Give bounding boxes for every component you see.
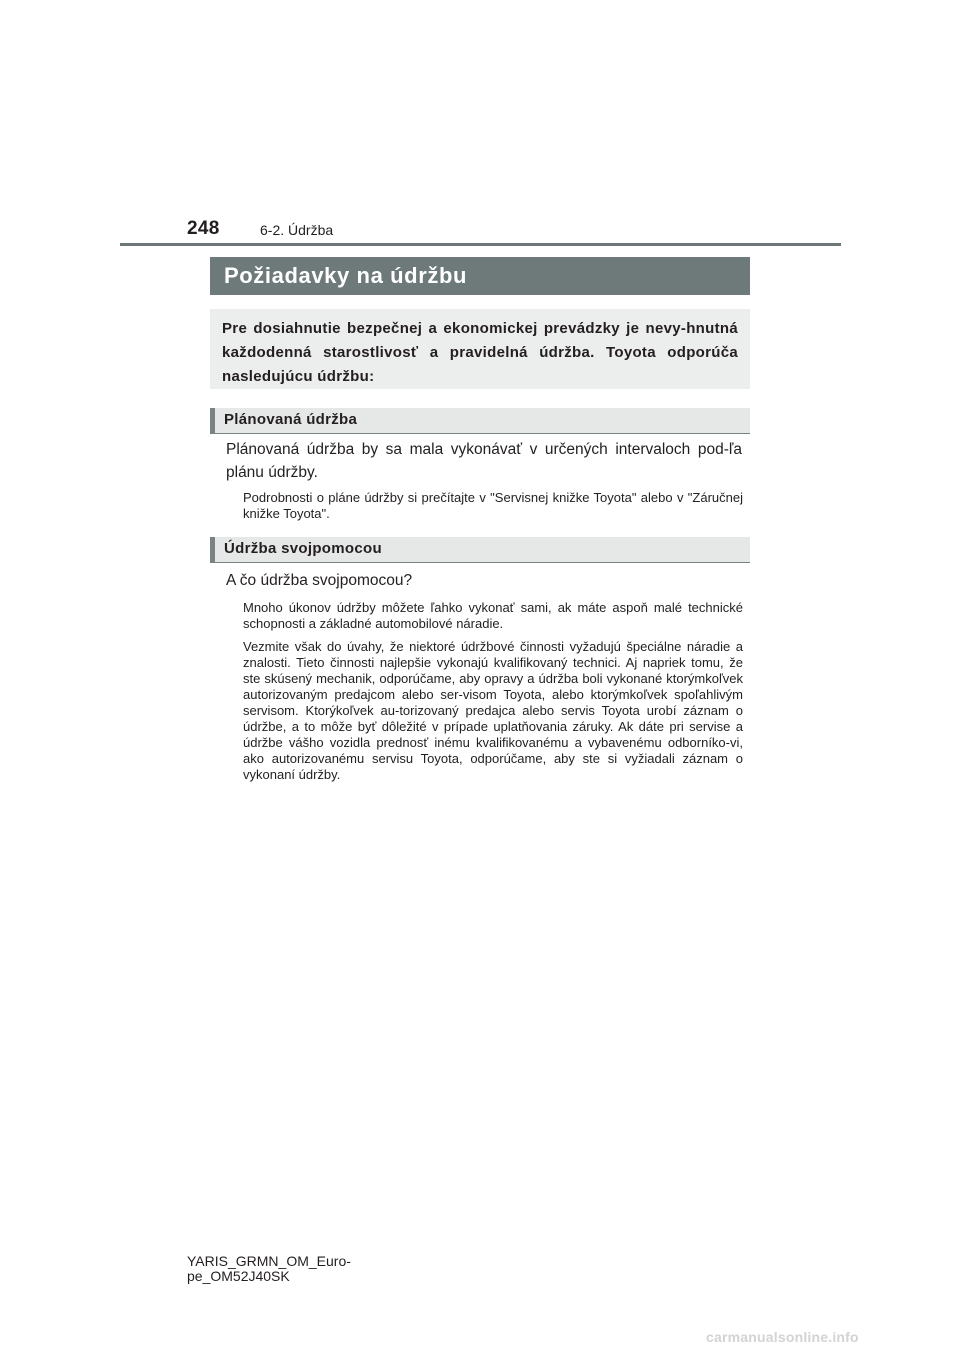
header-divider (120, 243, 841, 246)
page-title: Požiadavky na údržbu (210, 257, 750, 295)
note-planned-maintenance: Podrobnosti o pláne údržby si prečítajte v "Servisnej knižke Toyota" alebo v "Záručnej knižke Toyota". (243, 490, 743, 521)
page-number: 248 (187, 218, 220, 239)
intro-box (210, 309, 750, 389)
section-body-planned-maintenance: Plánovaná údržba by sa mala vykonávať v určených intervaloch pod-ľa plánu údržby. (226, 441, 742, 481)
section-reference: 6-2. Údržba (260, 222, 334, 238)
note-self-maintenance-2: Vezmite však do úvahy, že niektoré údržbové činnosti vyžadujú špeciálne náradie a znalosti. Tieto činnosti najlepšie vykonajú kvalifikovaný technici. Aj napriek tomu, že ste skúsený mechanik, odporúčame, aby opravy a údržba boli vykonané ktorýmkoľvek autorizovaným predajcom alebo ser-visom Toyota, alebo ktorýmkoľvek spoľahlivým servisom. Ktorýkoľvek au-torizovaný predajca alebo servis Toyota urobí záznam o údržbe, a to môže byť dôležité v prípade uplatňovania záruky. Ak dáte pri servise a údržbe vášho vozidla prednosť inému kvalifikovanému a vybavenému odborníko-vi, ako autorizovanému servisu Toyota, odporúčame, aby ste si vyžiadali záznam o vykonaní údržby. (243, 639, 743, 782)
watermark: carmanualsonline.info (706, 1329, 859, 1345)
section-heading-self-maintenance: Údržba svojpomocou (210, 537, 750, 563)
section-heading-planned-maintenance: Plánovaná údržba (210, 408, 750, 434)
document-footer: YARIS_GRMN_OM_Euro- pe_OM52J40SK (187, 1253, 351, 1284)
section-body-self-maintenance: A čo údržba svojpomocou? (226, 572, 413, 589)
note-self-maintenance-1: Mnoho úkonov údržby môžete ľahko vykonať sami, ak máte aspoň malé technické schopnosti a základné automobilové náradie. (243, 600, 743, 631)
intro-text: Pre dosiahnutie bezpečnej a ekonomickej prevádzky je nevy-hnutná každodenná starostlivosť a pravidelná údržba. Toyota odporúča nasledujúcu údržbu: (222, 320, 738, 385)
